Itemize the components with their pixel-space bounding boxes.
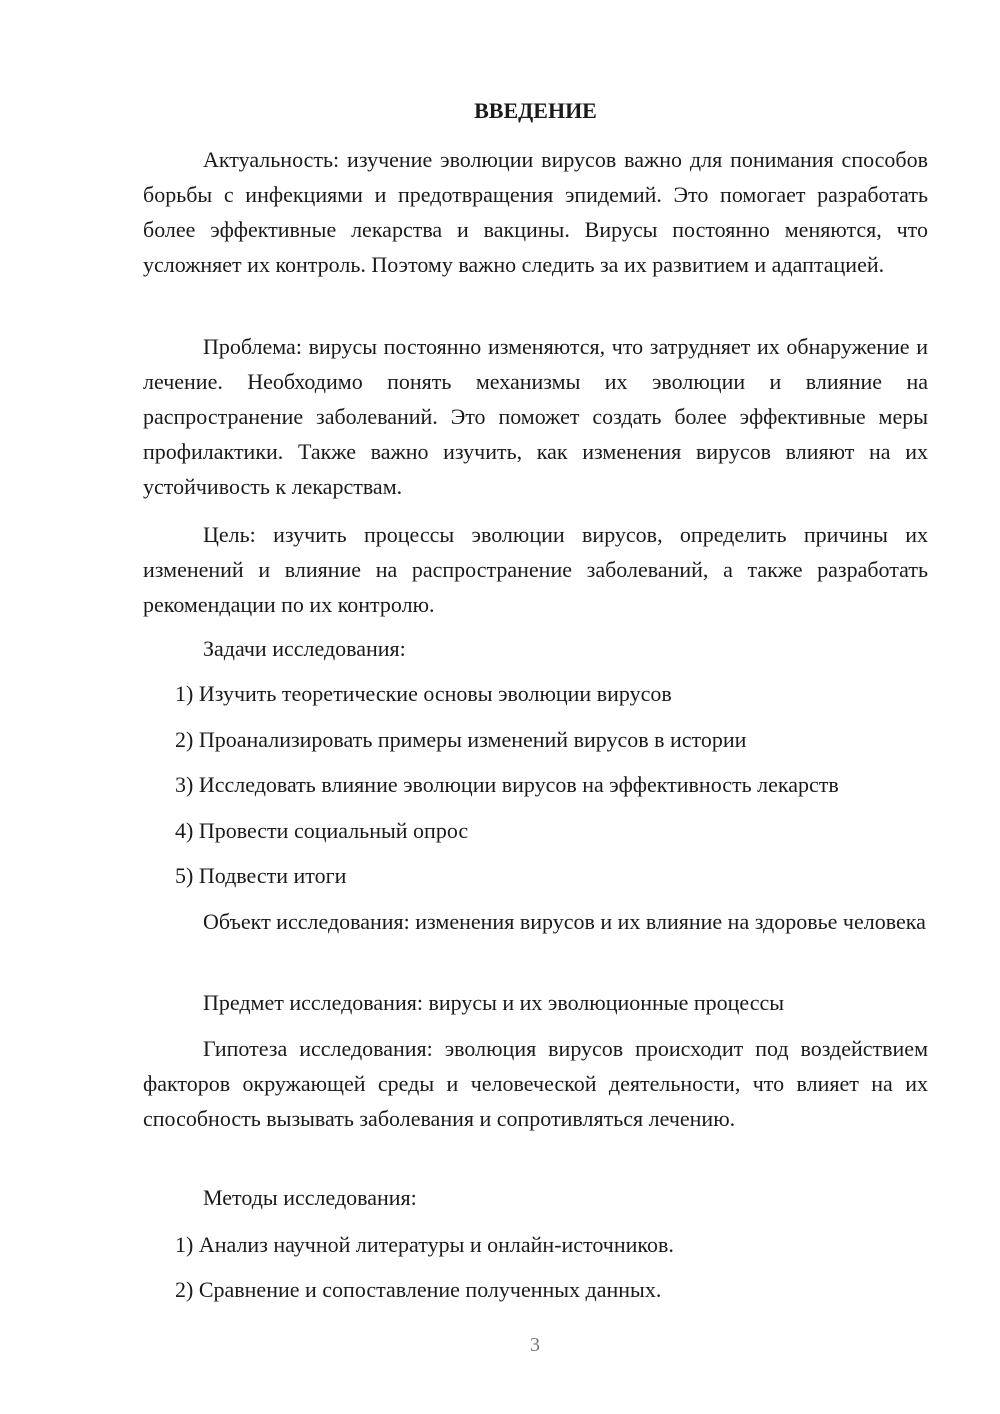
task-item: 1) Изучить теоретические основы эволюции вирусов: [175, 681, 672, 706]
page-title: ВВЕДЕНИЕ: [474, 98, 597, 123]
method-item: 2) Сравнение и сопоставление полученных данных.: [175, 1277, 662, 1302]
task-item: 3) Исследовать влияние эволюции вирусов на эффективность лекарств: [175, 772, 839, 797]
task-item: 2) Проанализировать примеры изменений вирусов в истории: [175, 727, 747, 752]
hypothesis-paragraph: Гипотеза исследования: эволюция вирусов происходит под воздействием факторов окружающей среды и человеческой деятельности, что влияет на их способность вызывать заболевания и сопротивляться лечению.: [143, 1036, 928, 1131]
method-item: 1) Анализ научной литературы и онлайн-источников.: [175, 1232, 674, 1257]
task-item: 4) Провести социальный опрос: [175, 818, 469, 843]
methods-heading: Методы исследования:: [203, 1185, 417, 1210]
relevance-paragraph: Актуальность: изучение эволюции вирусов важно для понимания способов борьбы с инфекциями и предотвращения эпидемий. Это помогает разработать более эффективные лекарства и вакцины. Вирусы постоянно меняются, что усложняет их контроль. Поэтому важно следить за их развитием и адаптацией.: [143, 147, 928, 277]
object-paragraph: Объект исследования: изменения вирусов и их влияние на здоровье человека: [203, 909, 926, 934]
tasks-heading: Задачи исследования:: [203, 636, 406, 661]
page-number: 3: [530, 1334, 540, 1356]
problem-paragraph: Проблема: вирусы постоянно изменяются, что затрудняет их обнаружение и лечение. Необходимо понять механизмы их эволюции и влияние на распространение заболеваний. Это поможет создать более эффективные меры профилактики. Также важно изучить, как изменения вирусов влияют на их устойчивость к лекарствам.: [143, 334, 928, 499]
subject-paragraph: Предмет исследования: вирусы и их эволюционные процессы: [203, 990, 785, 1015]
task-item: 5) Подвести итоги: [175, 863, 347, 888]
goal-paragraph: Цель: изучить процессы эволюции вирусов, определить причины их изменений и влияние на распространение заболеваний, а также разработать рекомендации по их контролю.: [143, 522, 928, 617]
